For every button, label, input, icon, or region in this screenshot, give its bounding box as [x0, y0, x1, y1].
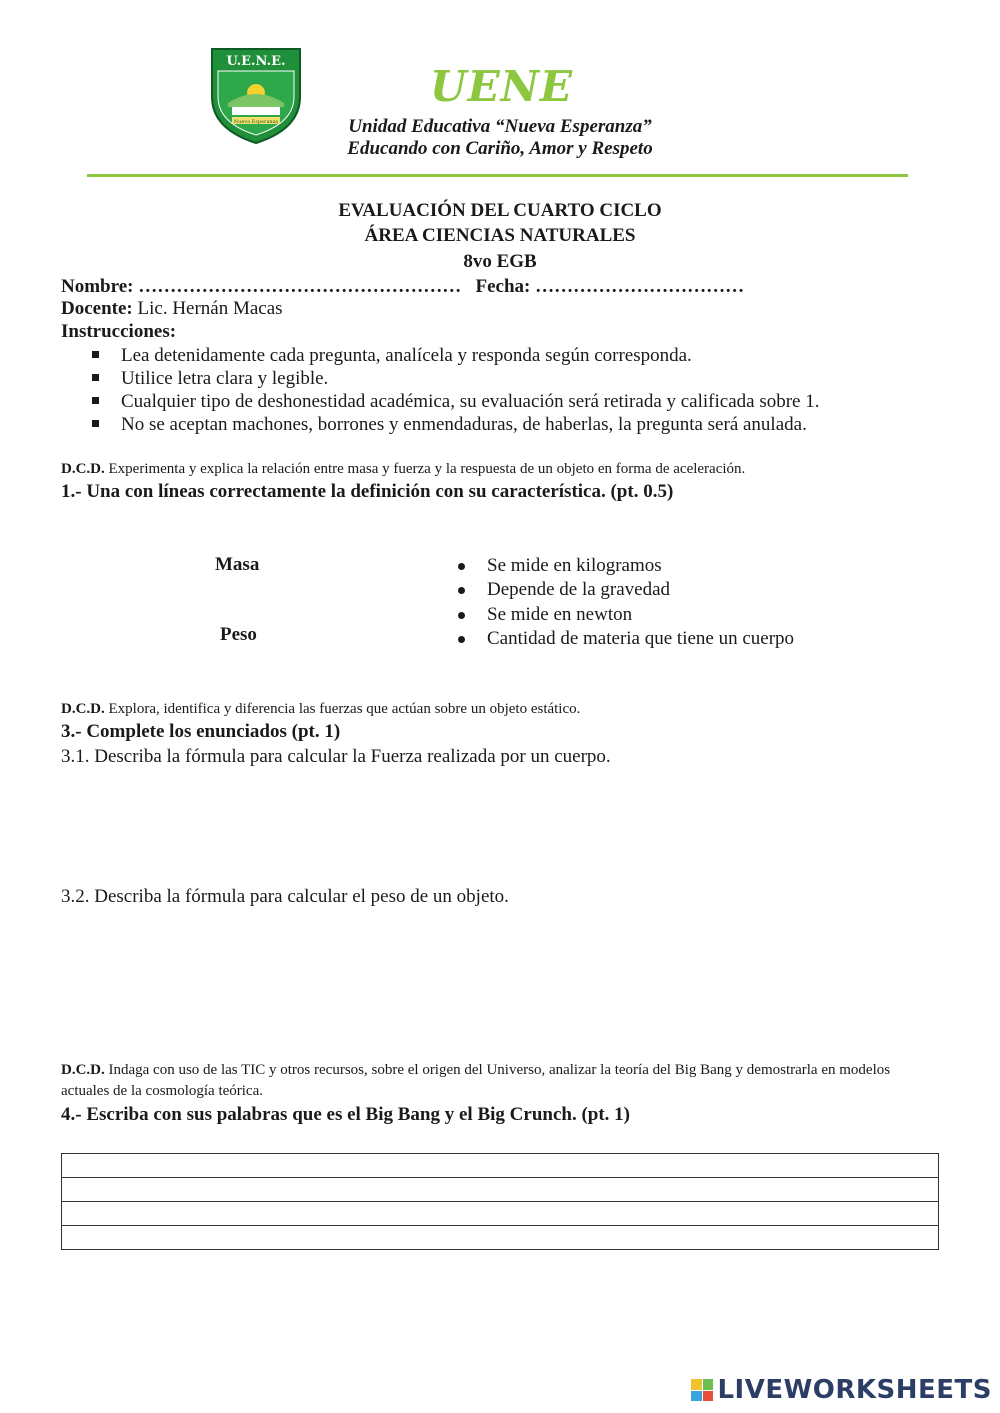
- list-item: Lea detenidamente cada pregunta, analícela y responda según corresponda.: [90, 344, 819, 367]
- definition-item[interactable]: Depende de la gravedad: [455, 578, 794, 602]
- svg-text:U.E.N.E.: U.E.N.E.: [226, 54, 286, 69]
- list-item: Cualquier tipo de deshonestidad académica, su evaluación será retirada y calificada sobre 1.: [90, 390, 819, 413]
- dcd-section-1: [61, 459, 941, 480]
- answer-row[interactable]: [62, 1202, 939, 1226]
- school-motto: Educando con Cariño, Amor y Respeto: [347, 138, 653, 159]
- dcd-text: Experimenta y explica la relación entre masa y fuerza y la respuesta de un objeto en forma de aceleración.: [104, 461, 746, 477]
- nombre-field[interactable]: ……………………………………………: [138, 276, 462, 297]
- fecha-field[interactable]: ……………………………: [535, 276, 745, 297]
- question-3-2: 3.2. Describa la fórmula para calcular el peso de un objeto.: [61, 886, 509, 907]
- list-item: Utilice letra clara y legible.: [90, 367, 819, 390]
- school-heading: [300, 116, 700, 160]
- name-date-line: [61, 276, 744, 298]
- answer-row[interactable]: [62, 1178, 939, 1202]
- instructions-list: [90, 344, 819, 436]
- dcd-label: D.C.D.: [61, 1062, 105, 1078]
- instructions-heading: Instrucciones:: [61, 321, 177, 342]
- school-crest-logo: [208, 45, 304, 145]
- dcd-text: Indaga con uso de las TIC y otros recursos, sobre el origen del Universo, analizar la teoría del Big Bang y demostrarla en modelos actuales de la cosmología teórica.: [61, 1062, 891, 1099]
- answer-row[interactable]: [62, 1226, 939, 1250]
- fecha-label: Fecha:: [475, 276, 531, 297]
- term-masa[interactable]: Masa: [215, 554, 260, 575]
- definition-item[interactable]: Se mide en kilogramos: [455, 554, 794, 578]
- definitions-list: [455, 554, 794, 651]
- liveworksheets-text: LIVEWORKSHEETS: [717, 1375, 992, 1405]
- answer-row[interactable]: [62, 1154, 939, 1178]
- question-4: 4.- Escriba con sus palabras que es el Big Bang y el Big Crunch. (pt. 1): [61, 1104, 630, 1125]
- question-1: 1.- Una con líneas correctamente la definición con su característica. (pt. 0.5): [61, 481, 674, 502]
- school-name: Unidad Educativa “Nueva Esperanza”: [348, 116, 652, 137]
- docente-label: Docente:: [61, 298, 133, 319]
- dcd-label: D.C.D.: [61, 701, 105, 717]
- answer-area-3-1[interactable]: [61, 775, 939, 875]
- dcd-section-4: [61, 1060, 941, 1102]
- dcd-text: Explora, identifica y diferencia las fuerzas que actúan sobre un objeto estático.: [104, 701, 581, 717]
- dcd-label: D.C.D.: [61, 461, 105, 477]
- answer-table: [61, 1153, 939, 1250]
- docente-value: Lic. Hernán Macas: [132, 298, 283, 319]
- definition-item[interactable]: Cantidad de materia que tiene un cuerpo: [455, 627, 794, 651]
- brand-wordmark: UENE: [430, 62, 574, 111]
- question-3-1: 3.1. Describa la fórmula para calcular la Fuerza realizada por un cuerpo.: [61, 746, 611, 767]
- svg-text:Nueva Esperanza: Nueva Esperanza: [233, 119, 279, 125]
- docente-line: [61, 298, 283, 320]
- list-item: No se aceptan machones, borrones y enmendaduras, de haberlas, la pregunta será anulada.: [90, 413, 819, 436]
- answer-area-3-2[interactable]: [61, 915, 939, 1045]
- question-3: 3.- Complete los enunciados (pt. 1): [61, 721, 341, 742]
- exam-title: EVALUACIÓN DEL CUARTO CICLO: [338, 200, 662, 221]
- exam-area: ÁREA CIENCIAS NATURALES: [364, 225, 636, 246]
- liveworksheets-icon: [691, 1379, 713, 1401]
- term-peso[interactable]: Peso: [220, 624, 257, 645]
- header-divider: [87, 174, 908, 177]
- exam-grade: 8vo EGB: [463, 251, 537, 272]
- liveworksheets-watermark: [691, 1375, 992, 1405]
- definition-item[interactable]: Se mide en newton: [455, 603, 794, 627]
- dcd-section-3: [61, 699, 941, 720]
- nombre-label: Nombre:: [61, 276, 134, 297]
